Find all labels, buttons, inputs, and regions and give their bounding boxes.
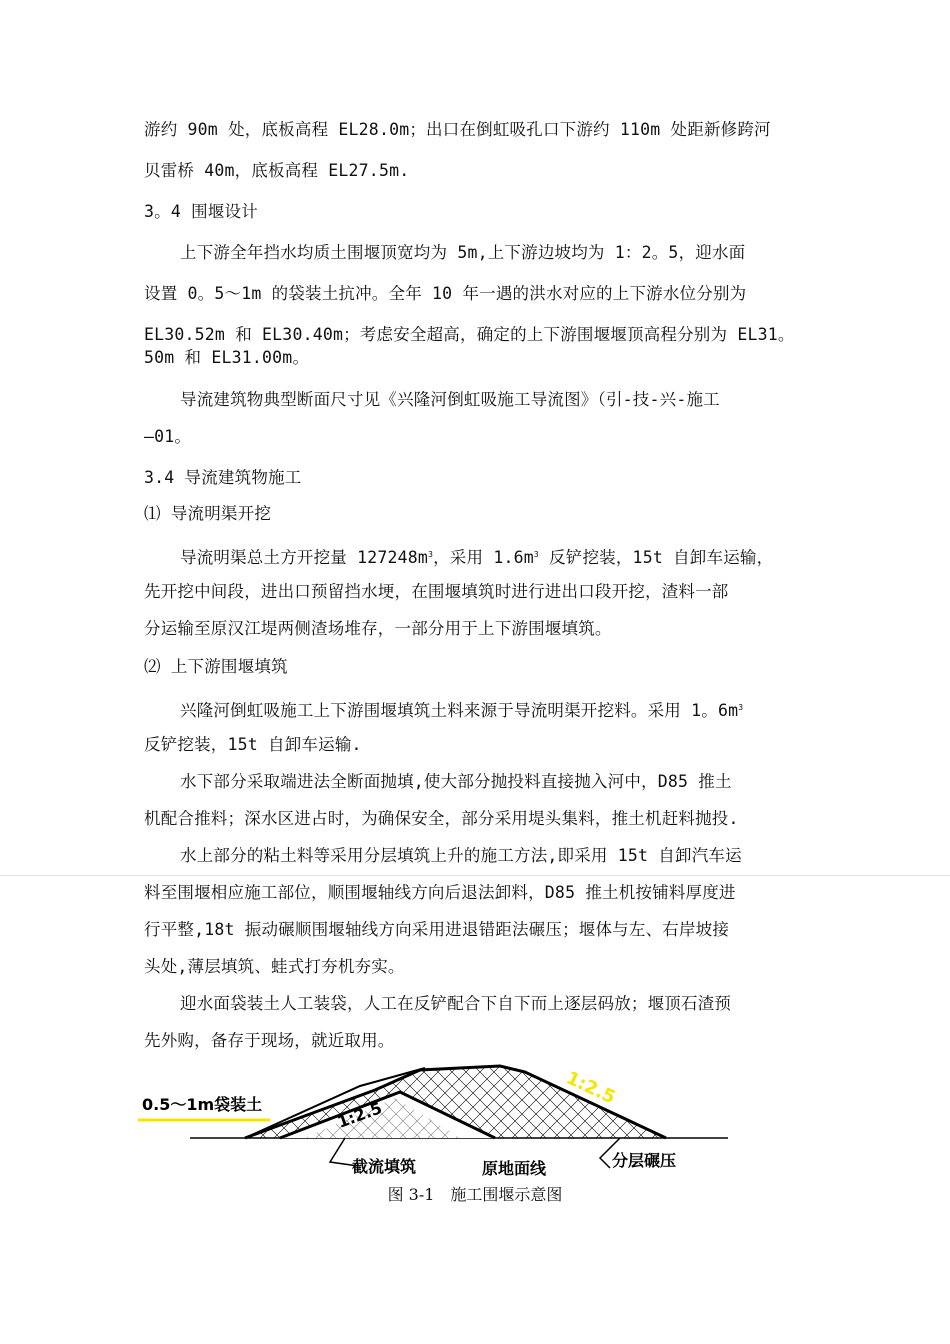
section-heading: 3.4 导流建筑物施工 [144, 468, 302, 487]
text-line: 游约 90m 处，底板高程 EL28.0m；出口在倒虹吸孔口下游约 110m 处距新修跨河 [144, 120, 771, 139]
label-slope-right: 1:2.5 [562, 1067, 619, 1109]
label-layer: 分层碾压 [612, 1151, 677, 1170]
page-divider [0, 875, 950, 876]
label-bag: 0.5～1m袋装土 [142, 1095, 263, 1114]
text-line: 导流明渠总土方开挖量 $127248m^3$，采用 $1.6m^3$ 反铲挖装，15t 自卸车运输， [180, 548, 774, 567]
section-heading: 3。4 围堰设计 [144, 202, 258, 221]
label-slope-left: 1:2.5 [334, 1098, 385, 1132]
text-line: 贝雷桥 40m，底板高程 EL27.5m. [144, 161, 410, 180]
text-line: 料至围堰相应施工部位，顺围堰轴线方向后退法卸料，D85 推土机按铺料厚度进 [144, 883, 736, 902]
text-line: 上下游全年挡水均质土围堰顶宽均为 5m,上下游边坡均为 1：2。5，迎水面 [180, 243, 746, 262]
text-line: 迎水面袋装土人工装袋，人工在反铲配合下自下而上逐层码放；堰顶石渣预 [180, 994, 732, 1013]
text-line: 分运输至原汉江堤两侧渣场堆存，一部分用于上下游围堰填筑。 [144, 619, 612, 638]
text-line: —01。 [144, 427, 192, 446]
text-line: 水上部分的粘土料等采用分层填筑上升的施工方法,即采用 15t 自卸汽车运 [180, 846, 742, 865]
text-line: 头处,薄层填筑、蛙式打夯机夯实。 [144, 957, 405, 976]
text-line: 反铲挖装，15t 自卸车运输. [144, 735, 362, 754]
text-line: 设置 0。5～1m 的袋装土抗冲。全年 10 年一遇的洪水对应的上下游水位分别为 [144, 284, 747, 303]
label-ground: 原地面线 [482, 1159, 547, 1178]
label-cutoff: 截流填筑 [352, 1157, 417, 1176]
text-line: 机配合推料；深水区进占时，为确保安全，部分采用堤头集料，推土机赶料抛投. [144, 809, 739, 828]
text-line: 导流建筑物典型断面尺寸见《兴隆河倒虹吸施工导流图》（引-技-兴-施工 [180, 390, 720, 409]
text-line: 先开挖中间段，进出口预留挡水埂，在围堰填筑时进行进出口段开挖，渣料一部 [144, 582, 729, 601]
text-line: 水下部分采取端进法全断面抛填,使大部分抛投料直接抛入河中，D85 推土 [180, 772, 732, 791]
figure-caption: 图 3-1 施工围堰示意图 [387, 1185, 563, 1204]
text-line: 兴隆河倒虹吸施工上下游围堰填筑土料来源于导流明渠开挖料。采用 1。$6m^3$ [180, 701, 744, 720]
cofferdam-diagram [130, 1058, 740, 1178]
text-line: 行平整,18t 振动碾顺围堰轴线方向采用进退错距法碾压；堰体与左、右岸坡接 [144, 920, 730, 939]
text-line: EL30.52m 和 EL30.40m；考虑安全超高，确定的上下游围堰堰顶高程分别为 EL31。 [144, 325, 795, 344]
text-line: 50m 和 EL31.00m。 [144, 348, 310, 367]
subsection-heading: ⑴ 导流明渠开挖 [144, 504, 272, 523]
text-line: 先外购，备存于现场，就近取用。 [144, 1031, 395, 1050]
subsection-heading: ⑵ 上下游围堰填筑 [144, 657, 288, 676]
